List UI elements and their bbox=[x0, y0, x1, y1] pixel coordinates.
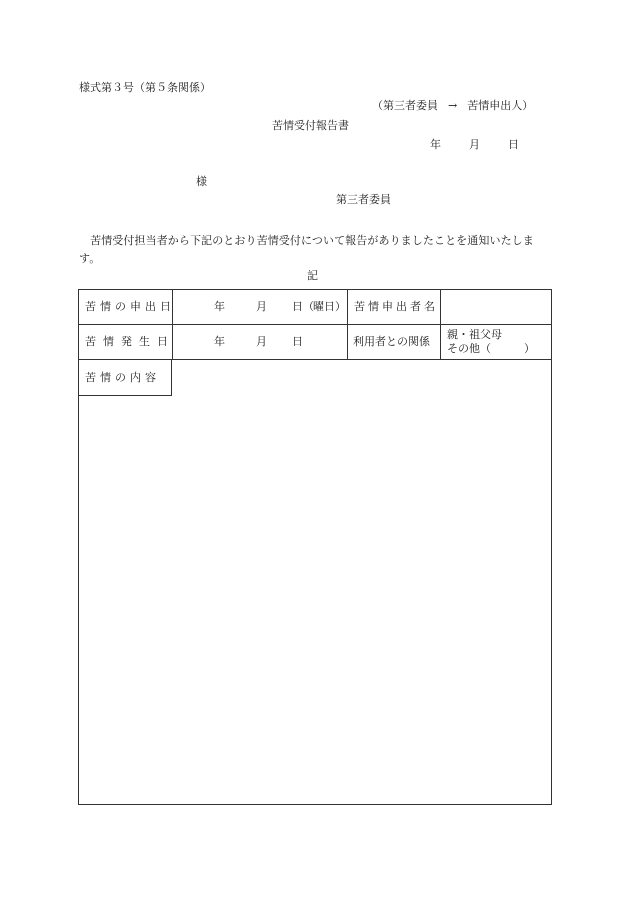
document-title: 苦情受付報告書 bbox=[272, 119, 349, 132]
relationship-option-other: その他（ ） bbox=[447, 342, 535, 355]
complaint-date-year: 年 bbox=[214, 300, 225, 313]
complaint-date-day: 日（ bbox=[292, 300, 314, 313]
sender: 第三者委員 bbox=[336, 193, 391, 206]
occurrence-date-year: 年 bbox=[214, 335, 225, 348]
label-complainant-name: 苦情申出者名 bbox=[347, 290, 440, 325]
direction-to: 苦情申出人） bbox=[467, 99, 534, 112]
date-year-label: 年 bbox=[430, 138, 441, 151]
complaint-date-field bbox=[172, 290, 347, 325]
occurrence-date-day: 日 bbox=[292, 335, 303, 348]
addressee-suffix: 様 bbox=[196, 175, 207, 188]
date-day-label: 日 bbox=[508, 138, 519, 151]
complaint-date-weekday: 曜日） bbox=[313, 300, 346, 313]
arrow-right-icon: → bbox=[448, 99, 458, 112]
direction-note bbox=[372, 99, 533, 113]
complaint-content-field bbox=[172, 360, 551, 804]
body-text: 苦情受付担当者から下記のとおり苦情受付について報告がありましたことを通知いたします。 bbox=[79, 234, 534, 265]
relationship-option-parents: 親・祖父母 bbox=[447, 328, 502, 341]
occurrence-date-field bbox=[172, 325, 347, 360]
relationship-field bbox=[440, 325, 551, 360]
complainant-name-field bbox=[440, 290, 551, 325]
label-occurrence-date: 苦情発生日 bbox=[79, 325, 172, 360]
occurrence-date-month: 月 bbox=[256, 335, 267, 348]
label-relationship: 利用者との関係 bbox=[347, 325, 440, 360]
direction-from: （第三者委員 bbox=[372, 99, 438, 112]
label-complaint-date: 苦情の申出日 bbox=[79, 290, 172, 325]
date-month-label: 月 bbox=[469, 138, 480, 151]
date-line bbox=[430, 138, 519, 152]
label-complaint-content: 苦情の内容 bbox=[79, 360, 172, 396]
complaint-table bbox=[78, 289, 552, 805]
complaint-date-month: 月 bbox=[256, 300, 267, 313]
form-number: 様式第３号（第５条関係） bbox=[79, 81, 211, 94]
ki-marker: 記 bbox=[307, 269, 318, 282]
